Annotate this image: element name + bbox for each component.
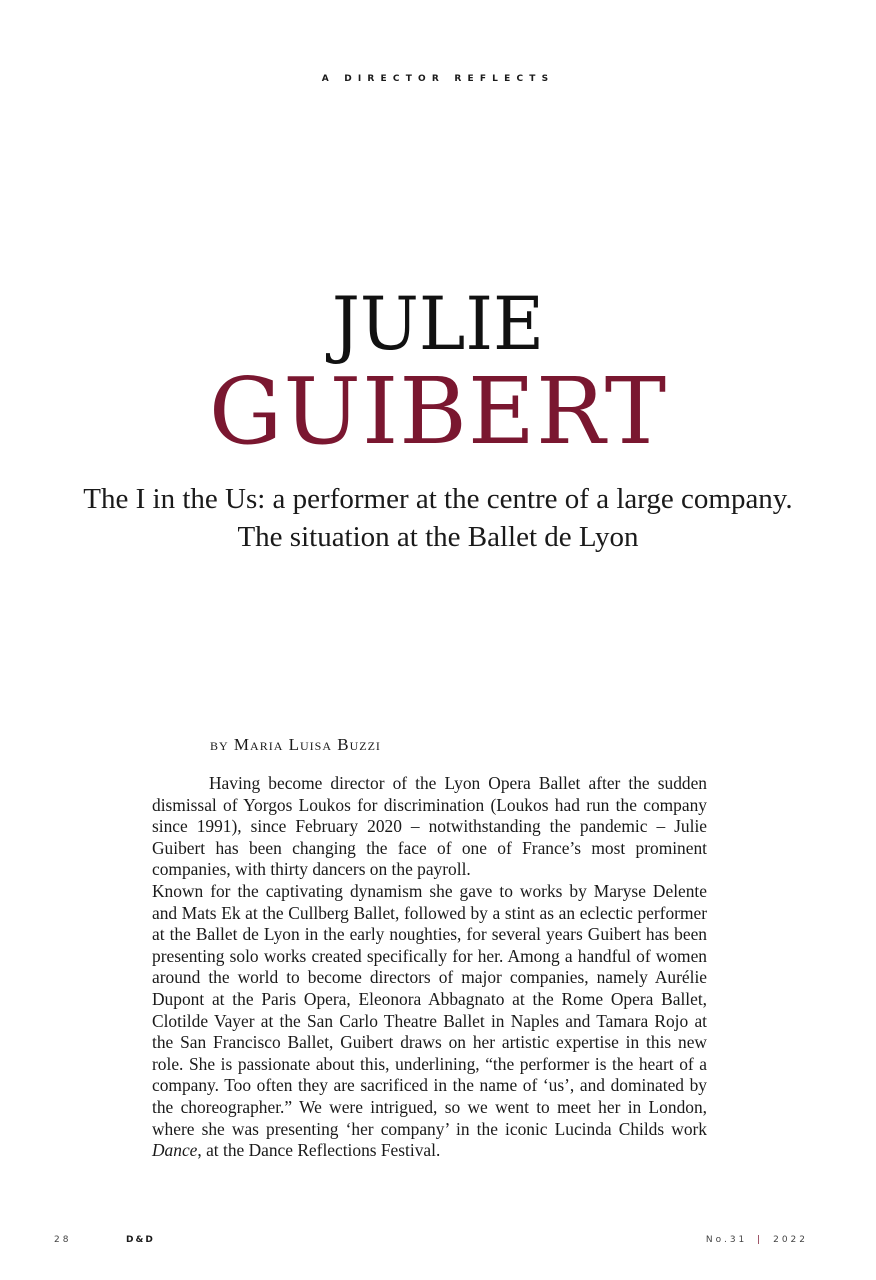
subtitle-line-1: The I in the Us: a performer at the centre of a large company. [83, 483, 793, 515]
byline: by Maria Luisa Buzzi [210, 735, 381, 754]
section-label: A DIRECTOR REFLECTS [321, 74, 555, 84]
issue-separator: | [757, 1235, 764, 1245]
subtitle-line-2: The situation at the Ballet de Lyon [237, 521, 639, 553]
page-number: 28 [54, 1235, 72, 1245]
issue-number: No.31 [705, 1235, 748, 1245]
magazine-brand: D&D [126, 1235, 155, 1245]
subtitle [0, 480, 876, 556]
article-paragraph-2 [152, 881, 707, 1162]
paragraph-2-text: Known for the captivating dynamism she gave to works by Maryse Delente and Mats Ek at the Cullberg Ballet, followed by a stint as an eclectic performer at the Ballet de Lyon in the early noughties, for several years Guibert has been presenting solo works created specifically for her. Among a handful of women around the world to become directors of major companies, namely Aurélie Dupont at the Paris Opera, Eleonora Abbagnato at the Rome Opera Ballet, Clotilde Vayer at the San Carlo Theatre Ballet in Naples and Tamara Rojo at the San Francisco Ballet, Guibert draws on her artistic expertise in this new role. She is passionate about this, underlining, “the performer is the heart of a company. Too often they are sacrificed in the name of ‘us’, and dominated by the choreographer.” We were intrigued, so we went to meet her in London, where she was presenting ‘her company’ in the iconic Lucinda Childs work [152, 880, 707, 1139]
title-first-name: JULIE [331, 280, 545, 368]
issue-year: 2022 [773, 1235, 808, 1245]
issue-info [706, 1235, 808, 1245]
article-body [152, 773, 707, 1162]
paragraph-2-ending: , at the Dance Reflections Festival. [197, 1140, 441, 1161]
work-title-dance: Dance [152, 1140, 198, 1161]
article-paragraph-1: Having become director of the Lyon Opera Ballet after the sudden dismissal of Yorgos Loukos for discrimination (Loukos had run the company since 1991), since February 2020 – notwithstanding the pandemic – Julie Guibert has been changing the face of one of France’s most prominent companies, with thirty dancers on the payroll. [152, 773, 707, 880]
title-last-name: GUIBERT [208, 358, 668, 465]
